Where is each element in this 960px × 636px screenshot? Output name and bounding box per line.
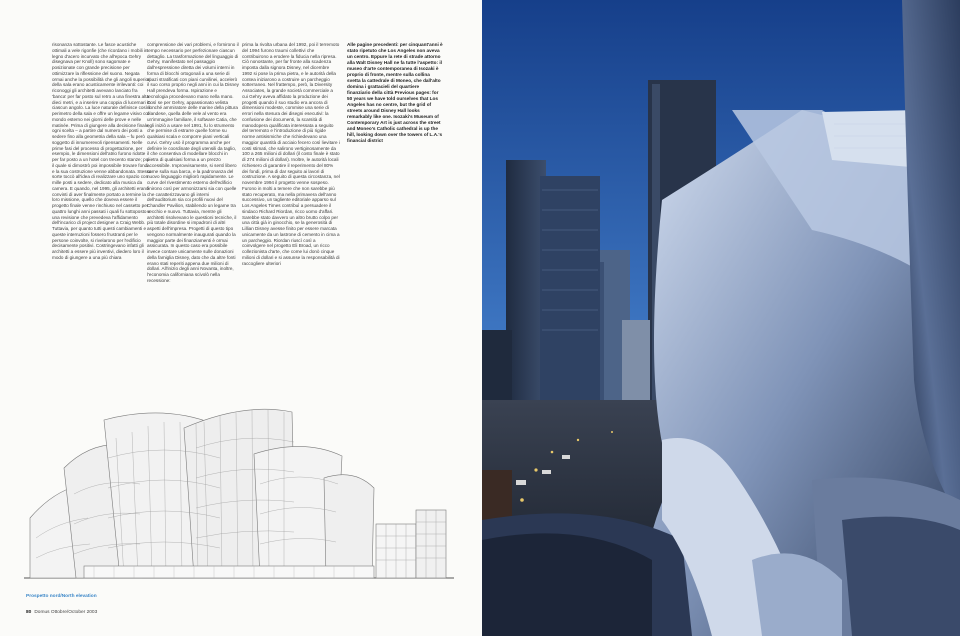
page-number: 80 [26,610,32,615]
drawing-caption: Prospetto nord/North elevation [26,594,97,599]
building-elevation-illustration [24,398,454,593]
disney-hall-photo [482,0,960,636]
photo-caption: Alle pagine precedenti: per cinquant'anni è stato ripetuto che Los Angeles non aveva un centro. Eppure la rete di strade attorno alla Walt Disney Hall ne fa tutte l'aspetto: il museo d'arte contemporanea di Isozaki è proprio di fronte, mentre sulla collina svetta la cattedrale di Moneo, che dall'alto domina i grattacieli del quartiere finanziario della città Previous pages: for 50 years we have told ourselves that Los Angeles has no centre, but the grid of streets around Disney Hall looks remarkably like one. Isozaki's Museum of Contemporary Art is just across the street and Moneo's Catholic cathedral is up the hill, looking down over the towers of L.A.'s financial district [347,42,443,143]
article-column-1: risonanza sottostante. Le fasce acustiche ottimali a vele rigonfie (che ricordano i mobili in legno d'acero incurvato che all'epoca Gehry disegnava per Knoll) sono sagomate e posizionate con grande precisione per ottimizzare la riflessione del suono. Negata ormai anche la possibilità che gli angoli superiori della sala erano acusticamente irrilevanti: coi riconoggi gli architetti avevano lanciato fra 'banca' per far posto sul retro a una finestra alta dieci metri, e a inserire una coppia di lucernari in ciascun angolo. La luce naturale definisce così il perimetro della sala e offre un legame visivo col mondo esterno nei giorni delle prove e nelle matinée. Prima di giungere alla decisione finale, ogni scelta – a partire dal numero dei posti a sedere fino alla geometria della sala – fu però soggetto di innumerevoli ripensamenti. Nelle prime fasi del processo di progettazione, per esempio, le dimensioni dell'atrio furono ridotte per far posto a un hotel con trecento stanze; poi il quale si dimostrò poi impossibile trovare fondi e la sua costruzione venne abbandonata. Stessa sorte toccò all'idea di realizzare uno spazio con mille posti a sedere, dedicato alla musica da camera. E quando, nel 1995, gli architetti erano convinti di aver finalmente portato a termine la loro missione, quello che doveva essere il progetto finale venne rinchiuso nel cassetto per quattro lunghi anni passati i quali fu sottoposto a una revisione che prevedeva l'affidamento dell'incarico di project designer a Craig Webb. Tuttavia, per quanto tutti questi cambiamenti e queste interruzioni fossero frustranti per le persone coinvolte, si rivelarono per l'edificio decisamente positivi. Costringevano infatti gli architetti a essere più inventivi, diedero loro il modo di giungere a una più chiara [52,42,152,260]
publication-name: Domus Ottobre/October 2003 [34,610,98,615]
page-folio [26,610,97,615]
article-column-3: prima la rivolta urbana del 1992, poi il terremoto del 1994 furono traumi collettivi che contribuirono a erodere la fiducia nella ripresa. Ciò nonostante, per far fronte alla scadenza imposta dalla signora Disney, nel dicembre 1992 si pose la prima pietra, e le autorità della contea iniziarono a costruire un parcheggio sotterraneo. Nel frattempo, però, la Diversity Associates, la grande società commerciale a cui Gehry aveva affidato la produzione dei progetti quando il suo studio era ancora di dimensioni modeste, commise una serie di errori nella stesura dei disegni esecutivi: la confusione dei documenti, la scarsità di manodopera qualificata interessata a seguito del terremoto e l'introduzione di più rigide norme antisismiche che richiedevano una maggior quantità di acciaio fecero così lievitare i costi stimati, che salirono vertiginosamente da 100 a 265 milioni di dollari (il costo finale è stato di 274 milioni di dollari). Inoltre, le autorità locali richiesero di garantire il reperimento del 80% dei fondi, prima di dar seguito ai lavori di costruzione. A seguito di questa circostanza, nel novembre 1994 il progetto venne sospeso. Furono in molti a temere che non sarebbe più stato recuperato, ma nella primavera dell'anno successivo, un tagliente editoriale apparso sul Los Angeles Times contribuì a persuadere il sindaco Richard Riordan, ricco uomo d'affari. Sarebbe stato davvero un altro brutto colpo per una città già in ginocchio, se la generosità di Lillian Disney avesse finito per essere marcata unicamente da un lastrone di cemento in cima a un parcheggio. Riordan riuscì così a coinvolgere nel progetto Eli Broad, un ricco collezionista d'arte, che come lui donò cinque milioni di dollari e si assunse la responsabilità di raccogliere ulteriori [242,42,340,266]
article-column-2: comprensione dei vari problemi, e fornirono il tempo necessario per perfezionare ciascun dettaglio. La trasformazione del linguaggio di Gehry, manifestato nel passaggio dall'espressione diretta dei volumi interni in forma di blocchi ortogonali a una serie di spazi stratificati con piani curvilinei, accelerò il suo corso proprio negli anni in cui la Disney Hall prendeva forma. Ispirazione e tecnologia procedevano mano nella mano. Così se per Gehry, appassionato velista nonché ammiratore delle marine della pittura olandese, quella delle vele al vento era un'immagine familiare, il software Catia, che egli iniziò a usare nel 1991, fu lo strumento che permise di estrarre quelle forme su qualsiasi scala e comporre piani verticali curvi. Gehry usò il programma anche per definire le coordinate degli utensili da taglio, il che consentiva di modellare blocchi in pietra di qualsiasi forma a un prezzo accessibile. Improvvisamente, si sentì libero come sulla sua barca, e la padronanza del nuovo linguaggio migliorò rapidamente. Le curve del rivestimento esterno dell'edificio finirono così per armonizzarsi sia con quelle che caratterizzavano gli interni dell'auditorium sia coi profili nuovi del Chandler Pavilion, stabilendo un legame tra vecchio e nuovo. Tuttavia, mentre gli architetti risolvevano le questioni tecniche, il più totale disordine si impadronì di altri aspetti dell'impresa. Progetti di questo tipo vengono normalmente inaugurati quando la maggior parte dei finanziamenti è ormai assicurata. In questo caso era possibile invece contare unicamente sulle donazioni della famiglia Disney, dato che da altre fonti erano stati reperiti appena due milioni di dollari. All'inizio degli anni Novanta, inoltre, l'economia californiana scivolò nella recessione: [147,42,239,283]
